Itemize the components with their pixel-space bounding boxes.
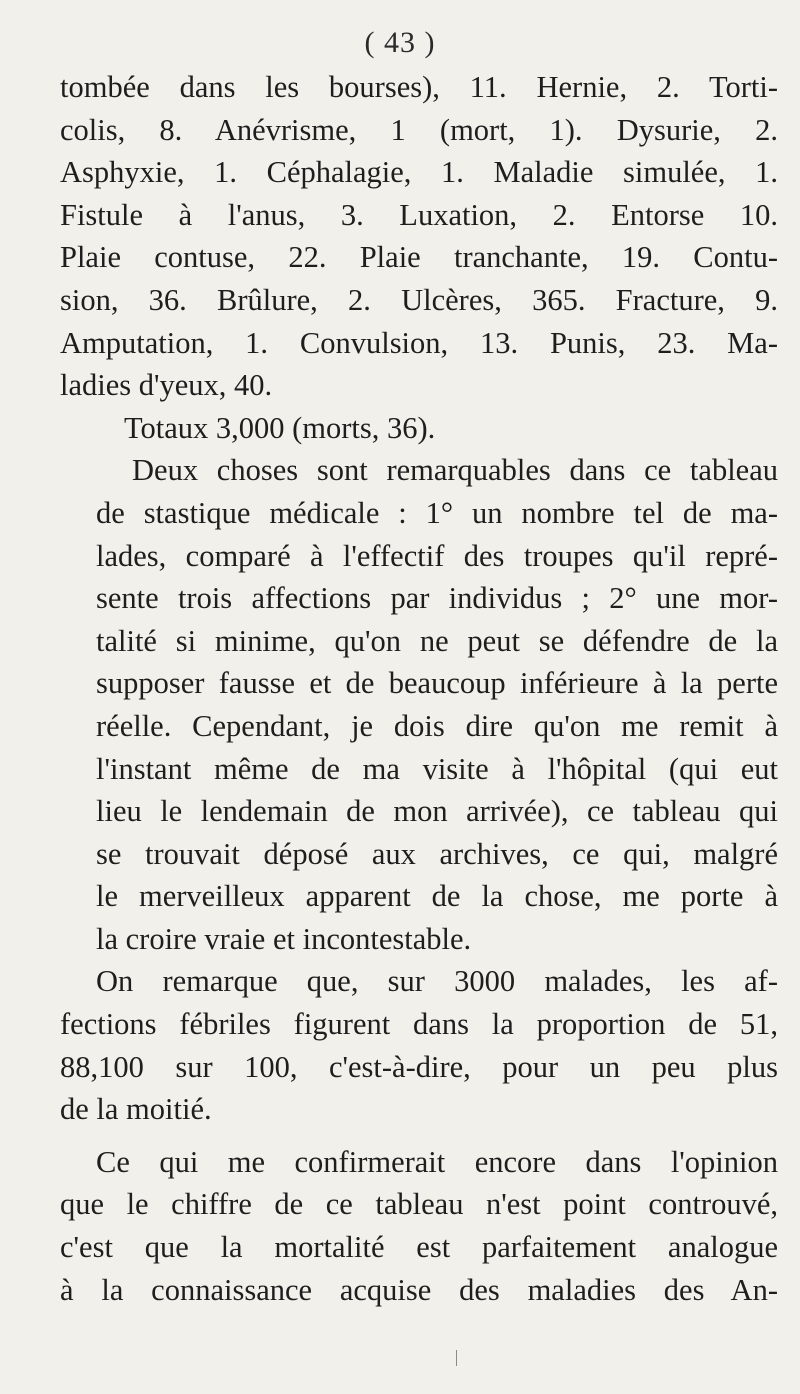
text-line: Ce qui me confirmerait encore dans l'opinion [96, 1144, 778, 1179]
body-text [60, 66, 778, 1311]
text-line: lades, comparé à l'effectif des troupes qu'il repré- [96, 538, 778, 573]
text-line: Asphyxie, 1. Céphalagie, 1. Maladie simulée, 1. [60, 155, 778, 190]
text-line: ladies d'yeux, 40. [60, 368, 273, 403]
text-line: à la connaissance acquise des maladies des An- [60, 1272, 778, 1307]
text-line: se trouvait déposé aux archives, ce qui, malgré [96, 836, 778, 871]
paragraph-mortality [60, 1141, 778, 1311]
text-line: Deux choses sont remarquables dans ce tableau [132, 453, 778, 488]
text-line: sente trois affections par individus ; 2° une mor- [96, 581, 778, 616]
text-line: Plaie contuse, 22. Plaie tranchante, 19. Contu- [60, 240, 778, 275]
paragraph-remarks [60, 449, 778, 960]
text-line: 88,100 sur 100, c'est-à-dire, pour un peu plus [60, 1049, 778, 1084]
text-line: colis, 8. Anévrisme, 1 (mort, 1). Dysurie, 2. [60, 112, 778, 147]
text-line: Amputation, 1. Convulsion, 13. Punis, 23. Ma- [60, 325, 778, 360]
text-line: tombée dans les bourses), 11. Hernie, 2. Torti- [60, 70, 778, 104]
text-line: la croire vraie et incontestable. [96, 921, 472, 956]
text-line: On remarque que, sur 3000 malades, les af- [96, 964, 778, 999]
totaux-line: Totaux 3,000 (morts, 36). [124, 410, 436, 445]
paragraph-injury-list [60, 66, 778, 407]
text-line: l'instant même de ma visite à l'hôpital (qui eut [96, 751, 778, 786]
text-line: lieu le lendemain de mon arrivée), ce tableau qui [96, 794, 778, 829]
print-mark [456, 1350, 457, 1366]
paragraph-febrile [60, 960, 778, 1130]
text-line: de stastique médicale : 1° un nombre tel de ma- [96, 495, 778, 530]
text-line: talité si minime, qu'on ne peut se défendre de la [96, 623, 778, 658]
text-line: de la moitié. [60, 1092, 212, 1127]
text-line: réelle. Cependant, je dois dire qu'on me remit à [96, 708, 778, 743]
text-line: fections fébriles figurent dans la proportion de 51, [60, 1007, 778, 1042]
text-line: que le chiffre de ce tableau n'est point controuvé, [60, 1187, 778, 1222]
text-line: supposer fausse et de beaucoup inférieure à la perte [96, 666, 778, 701]
text-line: c'est que la mortalité est parfaitement analogue [60, 1230, 778, 1265]
paragraph-totaux [60, 407, 778, 450]
page-number: ( 43 ) [364, 26, 436, 59]
text-line: Fistule à l'anus, 3. Luxation, 2. Entorse 10. [60, 197, 778, 232]
text-line: le merveilleux apparent de la chose, me porte à [96, 879, 778, 914]
text-line: sion, 36. Brûlure, 2. Ulcères, 365. Fracture, 9. [60, 282, 778, 317]
